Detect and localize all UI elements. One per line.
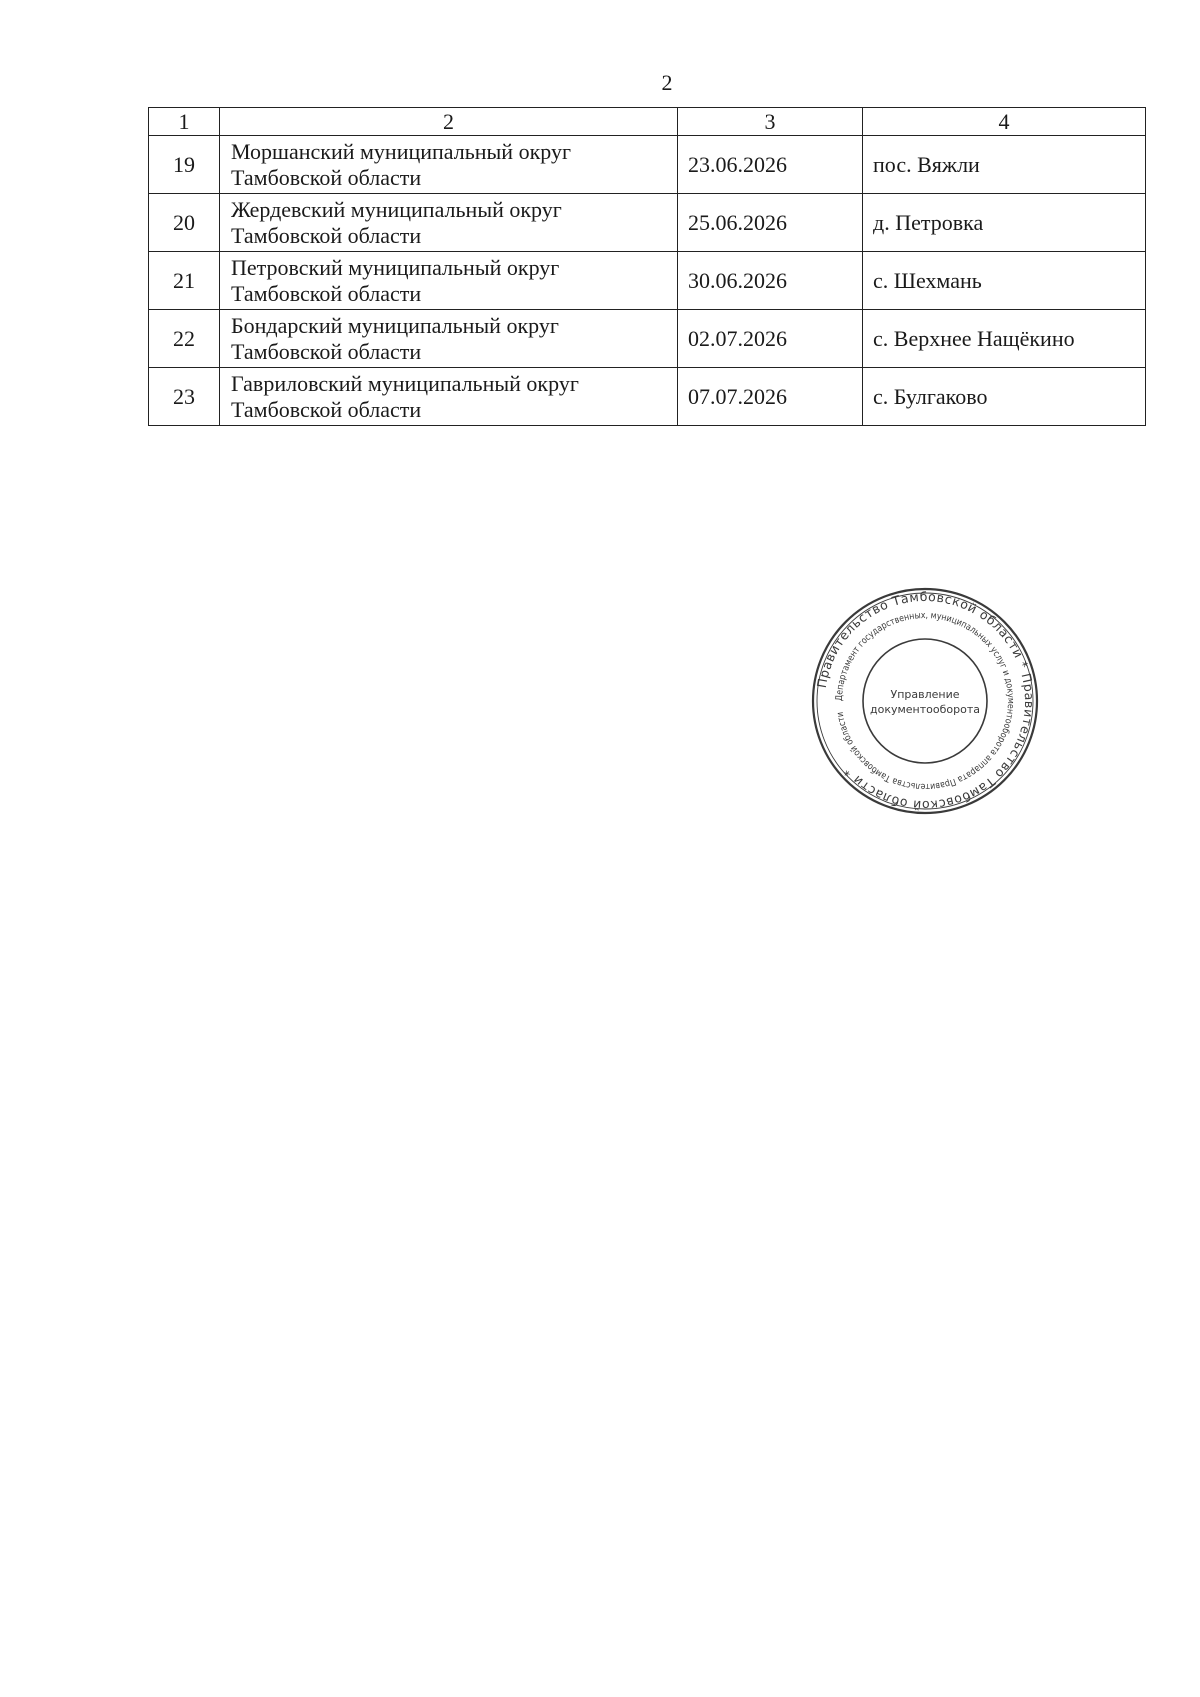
table-row [149,136,1146,194]
stamp-seal [810,586,1040,816]
district-name: Гавриловский муниципальный округ [231,370,579,396]
district-region: Тамбовской области [231,164,422,190]
schedule-table [148,107,1146,426]
place-cell: д. Петровка [863,194,1146,252]
table-header-row [149,108,1146,136]
official-stamp [810,586,1040,816]
stamp-center-border [863,639,987,763]
stamp-middle-text: Департамент государственных, муниципальных услуг и документооборота аппарата Правительства Тамбовской области [833,609,1017,793]
district-name: Петровский муниципальный округ [231,254,560,280]
column-header-3: 3 [678,108,863,136]
date-cell: 07.07.2026 [678,368,863,426]
district-cell [220,136,678,194]
row-number: 23 [149,368,220,426]
district-region: Тамбовской области [231,338,422,364]
district-region: Тамбовской области [231,396,422,422]
district-name: Жердевский муниципальный округ [231,196,562,222]
place-cell: с. Булгаково [863,368,1146,426]
page-number: 2 [661,70,673,95]
column-header-4: 4 [863,108,1146,136]
date-cell: 30.06.2026 [678,252,863,310]
column-header-1: 1 [149,108,220,136]
district-cell [220,252,678,310]
place-cell: с. Верхнее Нащёкино [863,310,1146,368]
table-row [149,310,1146,368]
date-cell: 25.06.2026 [678,194,863,252]
district-region: Тамбовской области [231,280,422,306]
stamp-center-line2: документооборота [870,703,980,716]
district-name: Бондарский муниципальный округ [231,312,559,338]
row-number: 19 [149,136,220,194]
stamp-outer-text: Правительство Тамбовской области * Правительство Тамбовской области * [813,588,1038,814]
table-row [149,368,1146,426]
date-cell: 23.06.2026 [678,136,863,194]
row-number: 21 [149,252,220,310]
stamp-center-line1: Управление [890,688,960,701]
row-number: 20 [149,194,220,252]
date-cell: 02.07.2026 [678,310,863,368]
district-cell [220,310,678,368]
district-name: Моршанский муниципальный округ [231,138,572,164]
district-cell [220,368,678,426]
table-row [149,252,1146,310]
row-number: 22 [149,310,220,368]
column-header-2: 2 [220,108,678,136]
place-cell: пос. Вяжли [863,136,1146,194]
district-region: Тамбовской области [231,222,422,248]
place-cell: с. Шехмань [863,252,1146,310]
table-row [149,194,1146,252]
district-cell [220,194,678,252]
